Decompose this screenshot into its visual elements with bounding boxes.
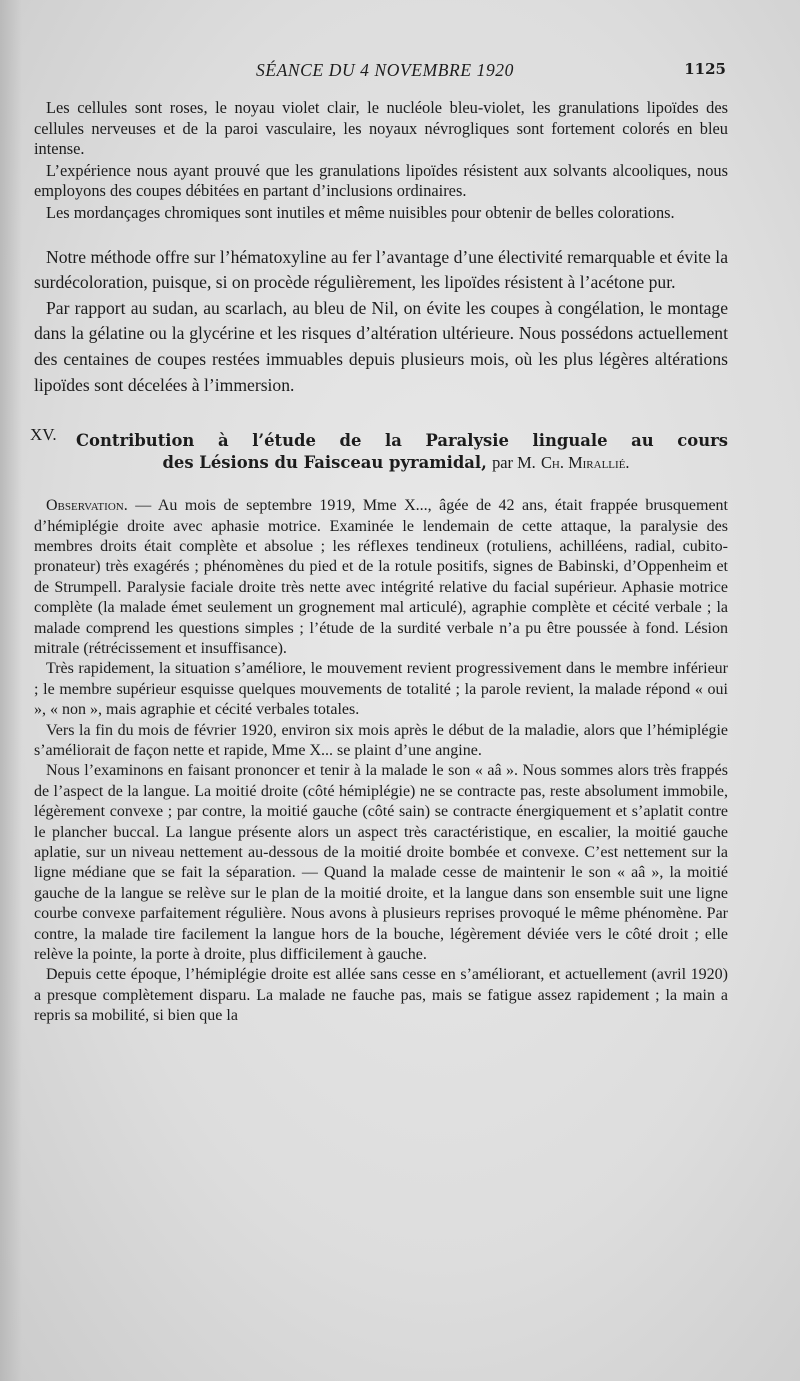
observation-text: — Au mois de septembre 1919, Mme X..., âgée de 42 ans, était frappée brusquement d’hémiplégie droite avec aphasie motrice. Examinée le lendemain de cette attaque, la paralysie des membres droits était complète et absolue ; les réflexes tendineux (rotuliens, achilléens, radial, cubito-pronateur) très exagérés ; phénomènes du pied et de la rotule positifs, signes de Babinski, d’Oppenheim et de Strumpell. Paralysie faciale droite très nette avec intégrité relative du facial supérieur. Aphasie motrice complète (la malade émet seulement un grognement mal articulé), agraphie complète et cécité verbale ; la malade comprend les questions simples ; l’étude de la surdité verbale n’a pu être poussée à fond. Lésion mitrale (rétrécissement et insuffisance). (34, 497, 728, 657)
paragraph: Nous l’examinons en faisant prononcer et tenir à la malade le son « aâ ». Nous sommes alors très frappés de l’aspect de la langue. La moitié droite (côté hémiplégie) ne se contracte pas, reste absolument immobile, légèrement convexe ; par contre, la moitié gauche (côté sain) se contracte énergiquement et s’aplatit contre le plancher buccal. La langue présente alors un aspect très caractéristique, en escalier, la moitié gauche aplatie, sur un niveau nettement au-dessous de la moitié droite bombée et convexe. C’est nettement sur la ligne médiane que se fait la séparation. — Quand la malade cesse de maintenir le son « aâ », la moitié gauche de la langue se relève sur le plan de la moitié droite, et la langue dans son ensemble suit une ligne courbe convexe parfaitement régulière. Nous avons à plusieurs reprises provoqué le même phénomène. Par contre, la malade tire facilement la langue hors de la bouche, légèrement déviée vers le côté droit ; elle relève la pointe, la porte à droite, plus difficilement à gauche. (34, 762, 728, 964)
body-text (30, 98, 728, 1027)
author-prefix: par M. (492, 453, 536, 473)
paragraph: Notre méthode offre sur l’hématoxyline au fer l’avantage d’une électivité remarquable et évite la surdécoloration, puisque, si on procède régulièrement, les lipoïdes résistent à l’acétone pur. (34, 246, 728, 293)
section-number: XV. (30, 425, 57, 445)
observation-paragraph (34, 496, 728, 659)
section-title-line2: des Lésions du Faisceau pyramidal, (162, 453, 487, 473)
observation-label: Observation. (46, 497, 128, 515)
author-name: Ch. Mirallié. (541, 453, 630, 473)
section-heading (30, 425, 728, 474)
running-head: SÉANCE DU 4 NOVEMBRE 1920 (255, 60, 515, 80)
paragraph: L’expérience nous ayant prouvé que les granulations lipoïdes résistent aux solvants alcooliques, nous employons des coupes débitées en partant d’inclusions ordinaires. (34, 160, 728, 201)
paragraph: Les mordançages chromiques sont inutiles et même nuisibles pour obtenir de belles colorations. (46, 202, 675, 222)
section-title-line2-wrap (76, 452, 728, 474)
book-gutter-shadow (0, 0, 22, 1381)
paragraph: Vers la fin du mois de février 1920, environ six mois après le début de la maladie, alors que l’hémiplégie s’améliorait de façon nette et rapide, Mme X... se plaint d’une angine. (34, 721, 728, 759)
paragraph: Depuis cette époque, l’hémiplégie droite est allée sans cesse en s’améliorant, et actuellement (avril 1920) a presque complètement disparu. La malade ne fauche pas, mais se fatigue assez rapidement ; la main a repris sa mobilité, si bien que la (34, 966, 728, 1025)
paragraph: Très rapidement, la situation s’améliore, le mouvement revient progressivement dans le membre inférieur ; le membre supérieur esquisse quelques mouvements de totalité ; la parole revient, la malade répond « oui », « non », mais agraphie et cécité verbales totales. (34, 660, 728, 719)
page-header (44, 60, 726, 86)
paragraph: Par rapport au sudan, au scarlach, au bleu de Nil, on évite les coupes à congélation, le montage dans la gélatine ou la glycérine et les risques d’altération ultérieure. Nous possédons actuellement des centaines de coupes restées immuables depuis plusieurs mois, où les plus légères altérations lipoïdes sont décelées à l’immersion. (34, 297, 728, 395)
paragraph: Les cellules sont roses, le noyau violet clair, le nucléole bleu-violet, les granulations lipoïdes des cellules nerveuses et de la paroi vasculaire, les noyaux névrogliques sont fortement colorés en bleu intense. (34, 98, 728, 159)
section-title-line1: Contribution à l’étude de la Paralysie linguale au cours (76, 431, 728, 451)
page-number: 1125 (684, 60, 726, 78)
